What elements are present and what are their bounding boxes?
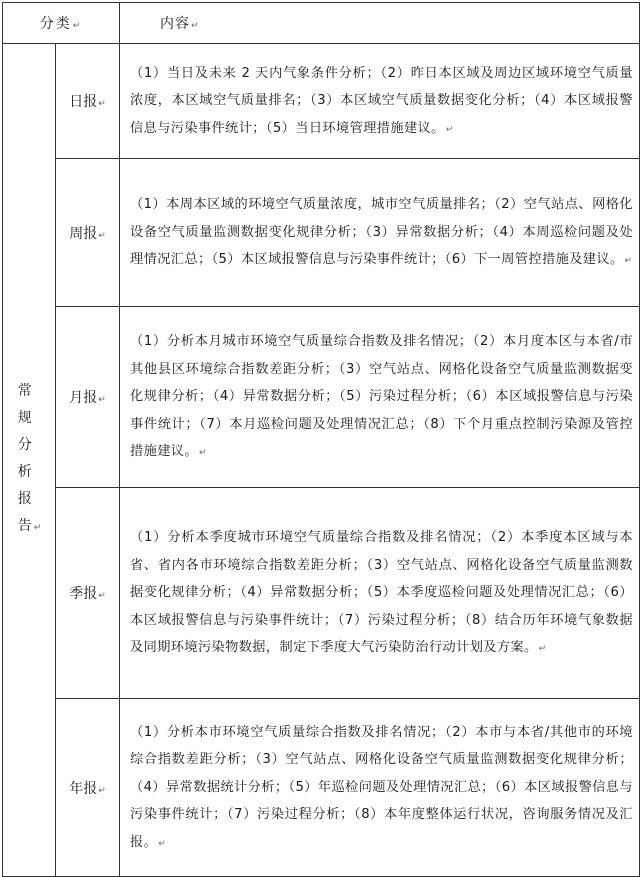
paragraph-mark-icon: ↵ xyxy=(624,256,633,267)
paragraph-mark-icon: ↵ xyxy=(98,230,106,241)
table-row-quarterly xyxy=(3,488,640,699)
paragraph-mark-icon: ↵ xyxy=(538,644,547,655)
paragraph-mark-icon: ↵ xyxy=(158,838,167,849)
group-label: 常规分析报告 xyxy=(17,383,32,534)
report-content-cell xyxy=(120,699,640,877)
header-row xyxy=(3,3,640,44)
report-type-cell xyxy=(56,488,120,699)
paragraph-mark-icon: ↵ xyxy=(445,124,454,135)
paragraph-mark-icon: ↵ xyxy=(98,99,106,109)
report-content-text: （1）本周本区域的环境空气质量浓度，城市空气质量排名；（2）空气站点、网格化设备空气质量监测数据变化规律分析；（3）异常数据分析；（4）本周巡检问题及处理情况汇总；（5）本区域报警信息与污染事件统计；（6）下一周管控措施及建议。 xyxy=(130,197,634,268)
report-type-cell xyxy=(56,159,120,307)
header-content-cell xyxy=(120,3,640,44)
report-content-text: （1）分析本季度城市环境空气质量综合指数及排名情况；（2）本季度本区域与本省、省内各市环境综合指数差距分析；（3）空气站点、网格化设备空气质量监测数据变化规律分析；（4）异常数据分析；（5）本季度巡检问题及处理情况汇总；（6）本区域报警信息与污染事件统计；（7）污染过程分析；（8）结合历年环境气象数据及同期环境污染物数据，制定下季度大气污染防治行动计划及方案。 xyxy=(130,530,634,656)
header-content-label: 内容 xyxy=(160,16,191,32)
paragraph-mark-icon: ↵ xyxy=(72,21,83,31)
table-row-monthly xyxy=(3,307,640,488)
report-table xyxy=(2,2,640,877)
report-type-label: 年报 xyxy=(69,780,98,797)
header-category-cell xyxy=(3,3,120,44)
group-label-cell xyxy=(3,44,56,877)
table-row-daily xyxy=(3,44,640,159)
paragraph-mark-icon: ↵ xyxy=(33,523,42,533)
report-type-label: 季报 xyxy=(69,586,98,602)
table-row-yearly xyxy=(3,699,640,877)
report-content-cell xyxy=(120,44,640,159)
report-content-text: （1）当日及未来 2 天内气象条件分析；（2）昨日本区域及周边区域环境空气质量浓度，本区域空气质量排名；（3）本区域空气质量数据变化分析；（4）本区域报警信息与污染事件统计；（5）当日环境管理措施建议。 xyxy=(130,65,634,136)
report-type-label: 月报 xyxy=(69,390,98,406)
report-content-cell xyxy=(120,159,640,307)
report-type-cell xyxy=(56,699,120,877)
paragraph-mark-icon: ↵ xyxy=(98,591,106,601)
report-content-text: （1）分析本月城市环境空气质量综合指数及排名情况；（2）本月度本区与本省/市其他县区环境综合指数差距分析；（3）空气站点、网格化设备空气质量监测数据变化规律分析；（4）异常数据分析；（5）污染过程分析；（6）本区域报警信息与污染事件统计；（7）本月巡检问题及处理情况汇总；（8）下个月重点控制污染源及管控措施建议。 xyxy=(130,334,634,460)
report-type-cell xyxy=(56,307,120,488)
header-category-label: 分类 xyxy=(39,16,72,32)
paragraph-mark-icon: ↵ xyxy=(191,21,200,31)
paragraph-mark-icon: ↵ xyxy=(98,785,106,796)
paragraph-mark-icon: ↵ xyxy=(98,395,106,405)
paragraph-mark-icon: ↵ xyxy=(198,448,207,459)
report-content-cell xyxy=(120,488,640,699)
table-row-weekly xyxy=(3,159,640,307)
report-content-text: （1）分析本市环境空气质量综合指数及排名情况；（2）本市与本省/其他市的环境综合指数差距分析；（3）空气站点、网格化设备空气质量监测数据变化规律分析；（4）异常数据统计分析；（5）年巡检问题及处理情况汇总；（6）本区域报警信息与污染事件统计；（7）污染过程分析；（8）本年度整体运行状况，咨询服务情况及汇报。 xyxy=(130,724,634,850)
report-type-cell xyxy=(56,44,120,159)
report-type-label: 日报 xyxy=(69,94,98,110)
report-type-label: 周报 xyxy=(69,225,98,242)
report-content-cell xyxy=(120,307,640,488)
